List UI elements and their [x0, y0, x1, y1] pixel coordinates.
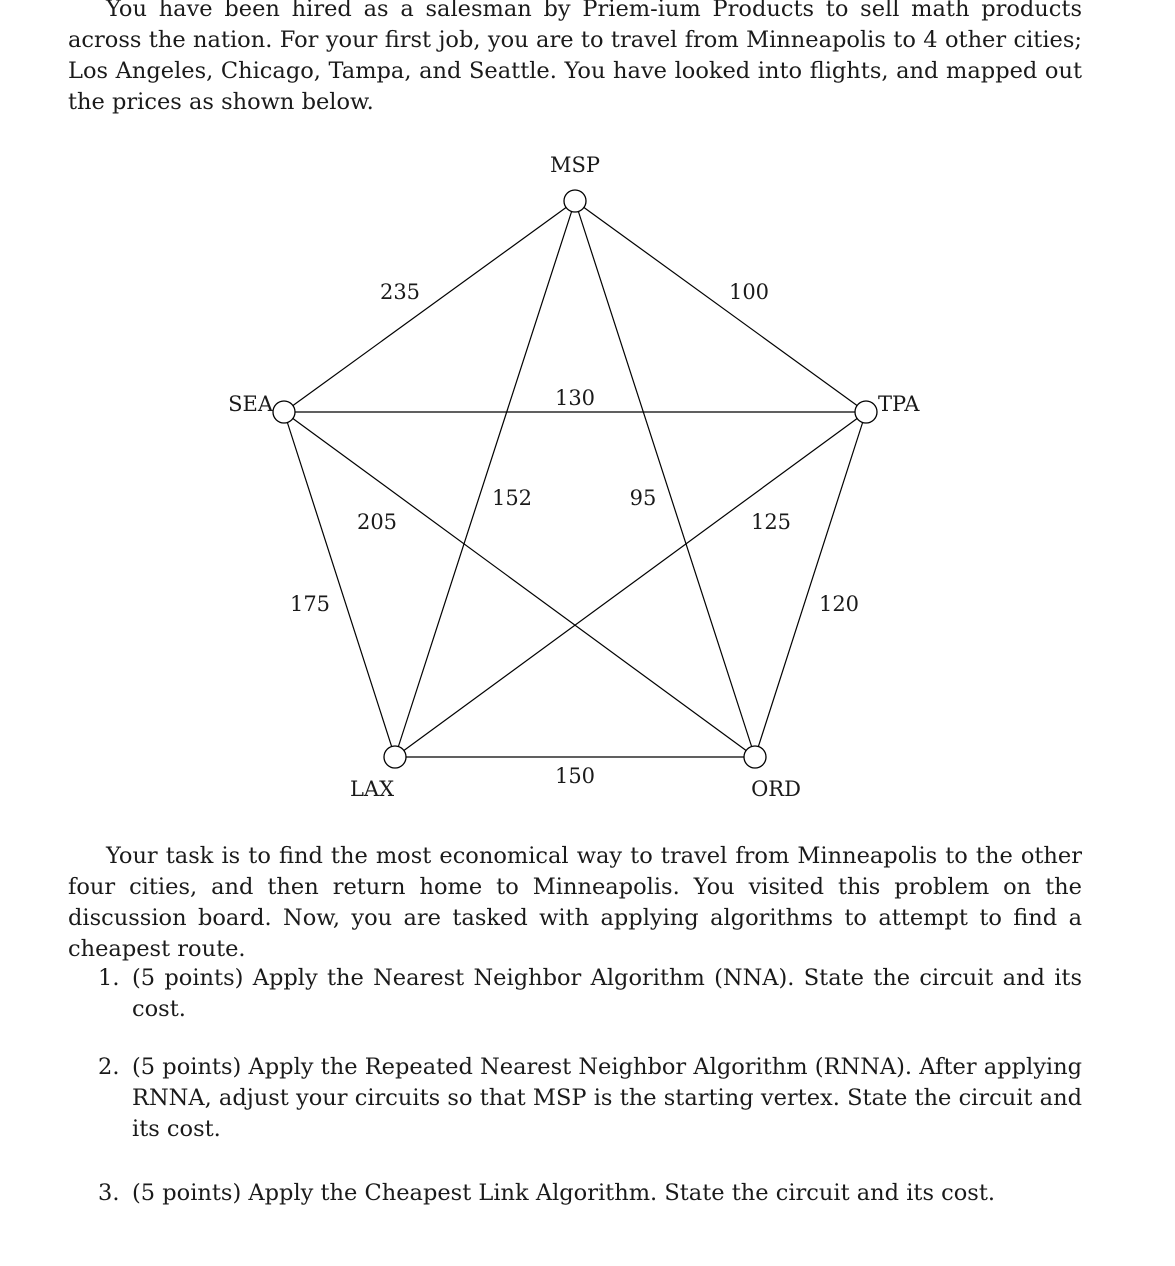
node-ord [744, 746, 766, 768]
question-text: (5 points) Apply the Nearest Neighbor Algorithm (NNA). State the circuit and its cost. [132, 965, 1082, 1022]
edge-tpa-lax [395, 412, 866, 757]
weight-msp-ord: 95 [629, 486, 657, 510]
question-number: 1. [98, 965, 120, 991]
weight-msp-sea: 235 [379, 280, 421, 304]
weight-lax-tpa: 125 [750, 510, 792, 534]
weight-tpa-ord: 120 [818, 592, 860, 616]
question-text: (5 points) Apply the Repeated Nearest Neighbor Algorithm (RNNA). After applying RNNA, adjust your circuits so that MSP is the starting vertex. State the circuit and its cost. [132, 1054, 1082, 1142]
node-tpa [855, 401, 877, 423]
question-3 [98, 1178, 1082, 1209]
graph-nodes [273, 190, 877, 768]
task-paragraph: Your task is to find the most economical way to travel from Minneapolis to the other four cities, and then return home to Minneapolis. You visited this problem on the discussion board. Now, you are tasked with applying algorithms to attempt to find a cheapest route. [68, 843, 1082, 962]
graph-edges [284, 201, 866, 757]
weight-sea-ord: 205 [356, 510, 398, 534]
weight-msp-lax: 152 [491, 486, 533, 510]
weight-sea-lax: 175 [289, 592, 331, 616]
edge-sea-ord [284, 412, 755, 757]
label-sea: SEA [228, 392, 273, 416]
edge-msp-tpa [575, 201, 866, 412]
label-ord: ORD [751, 777, 801, 801]
edge-weights [290, 280, 859, 788]
intro-paragraph: You have been hired as a salesman by Priem-ium Products to sell math products across the nation. For your first job, you are to travel from Minneapolis to 4 other cities; Los Angeles, Chicago, Tampa, and Seattle. You have looked into flights, and mapped out the prices as shown below. [68, 0, 1082, 115]
question-2 [98, 1052, 1082, 1145]
node-msp [564, 190, 586, 212]
weight-msp-tpa: 100 [728, 280, 770, 304]
node-labels [228, 153, 920, 801]
edge-msp-sea [284, 201, 575, 412]
question-number: 2. [98, 1054, 120, 1080]
edge-msp-lax [395, 201, 575, 757]
weight-lax-ord: 150 [554, 764, 596, 788]
edge-sea-lax [284, 412, 398, 757]
question-text: (5 points) Apply the Cheapest Link Algorithm. State the circuit and its cost. [132, 1180, 996, 1206]
edge-tpa-ord [755, 412, 866, 757]
node-sea [273, 401, 295, 423]
label-lax: LAX [349, 777, 395, 801]
question-number: 3. [98, 1180, 120, 1206]
label-tpa: TPA [878, 392, 920, 416]
weight-sea-tpa: 130 [554, 386, 596, 410]
label-msp: MSP [549, 153, 601, 177]
node-lax [384, 746, 406, 768]
question-1 [98, 963, 1082, 1025]
